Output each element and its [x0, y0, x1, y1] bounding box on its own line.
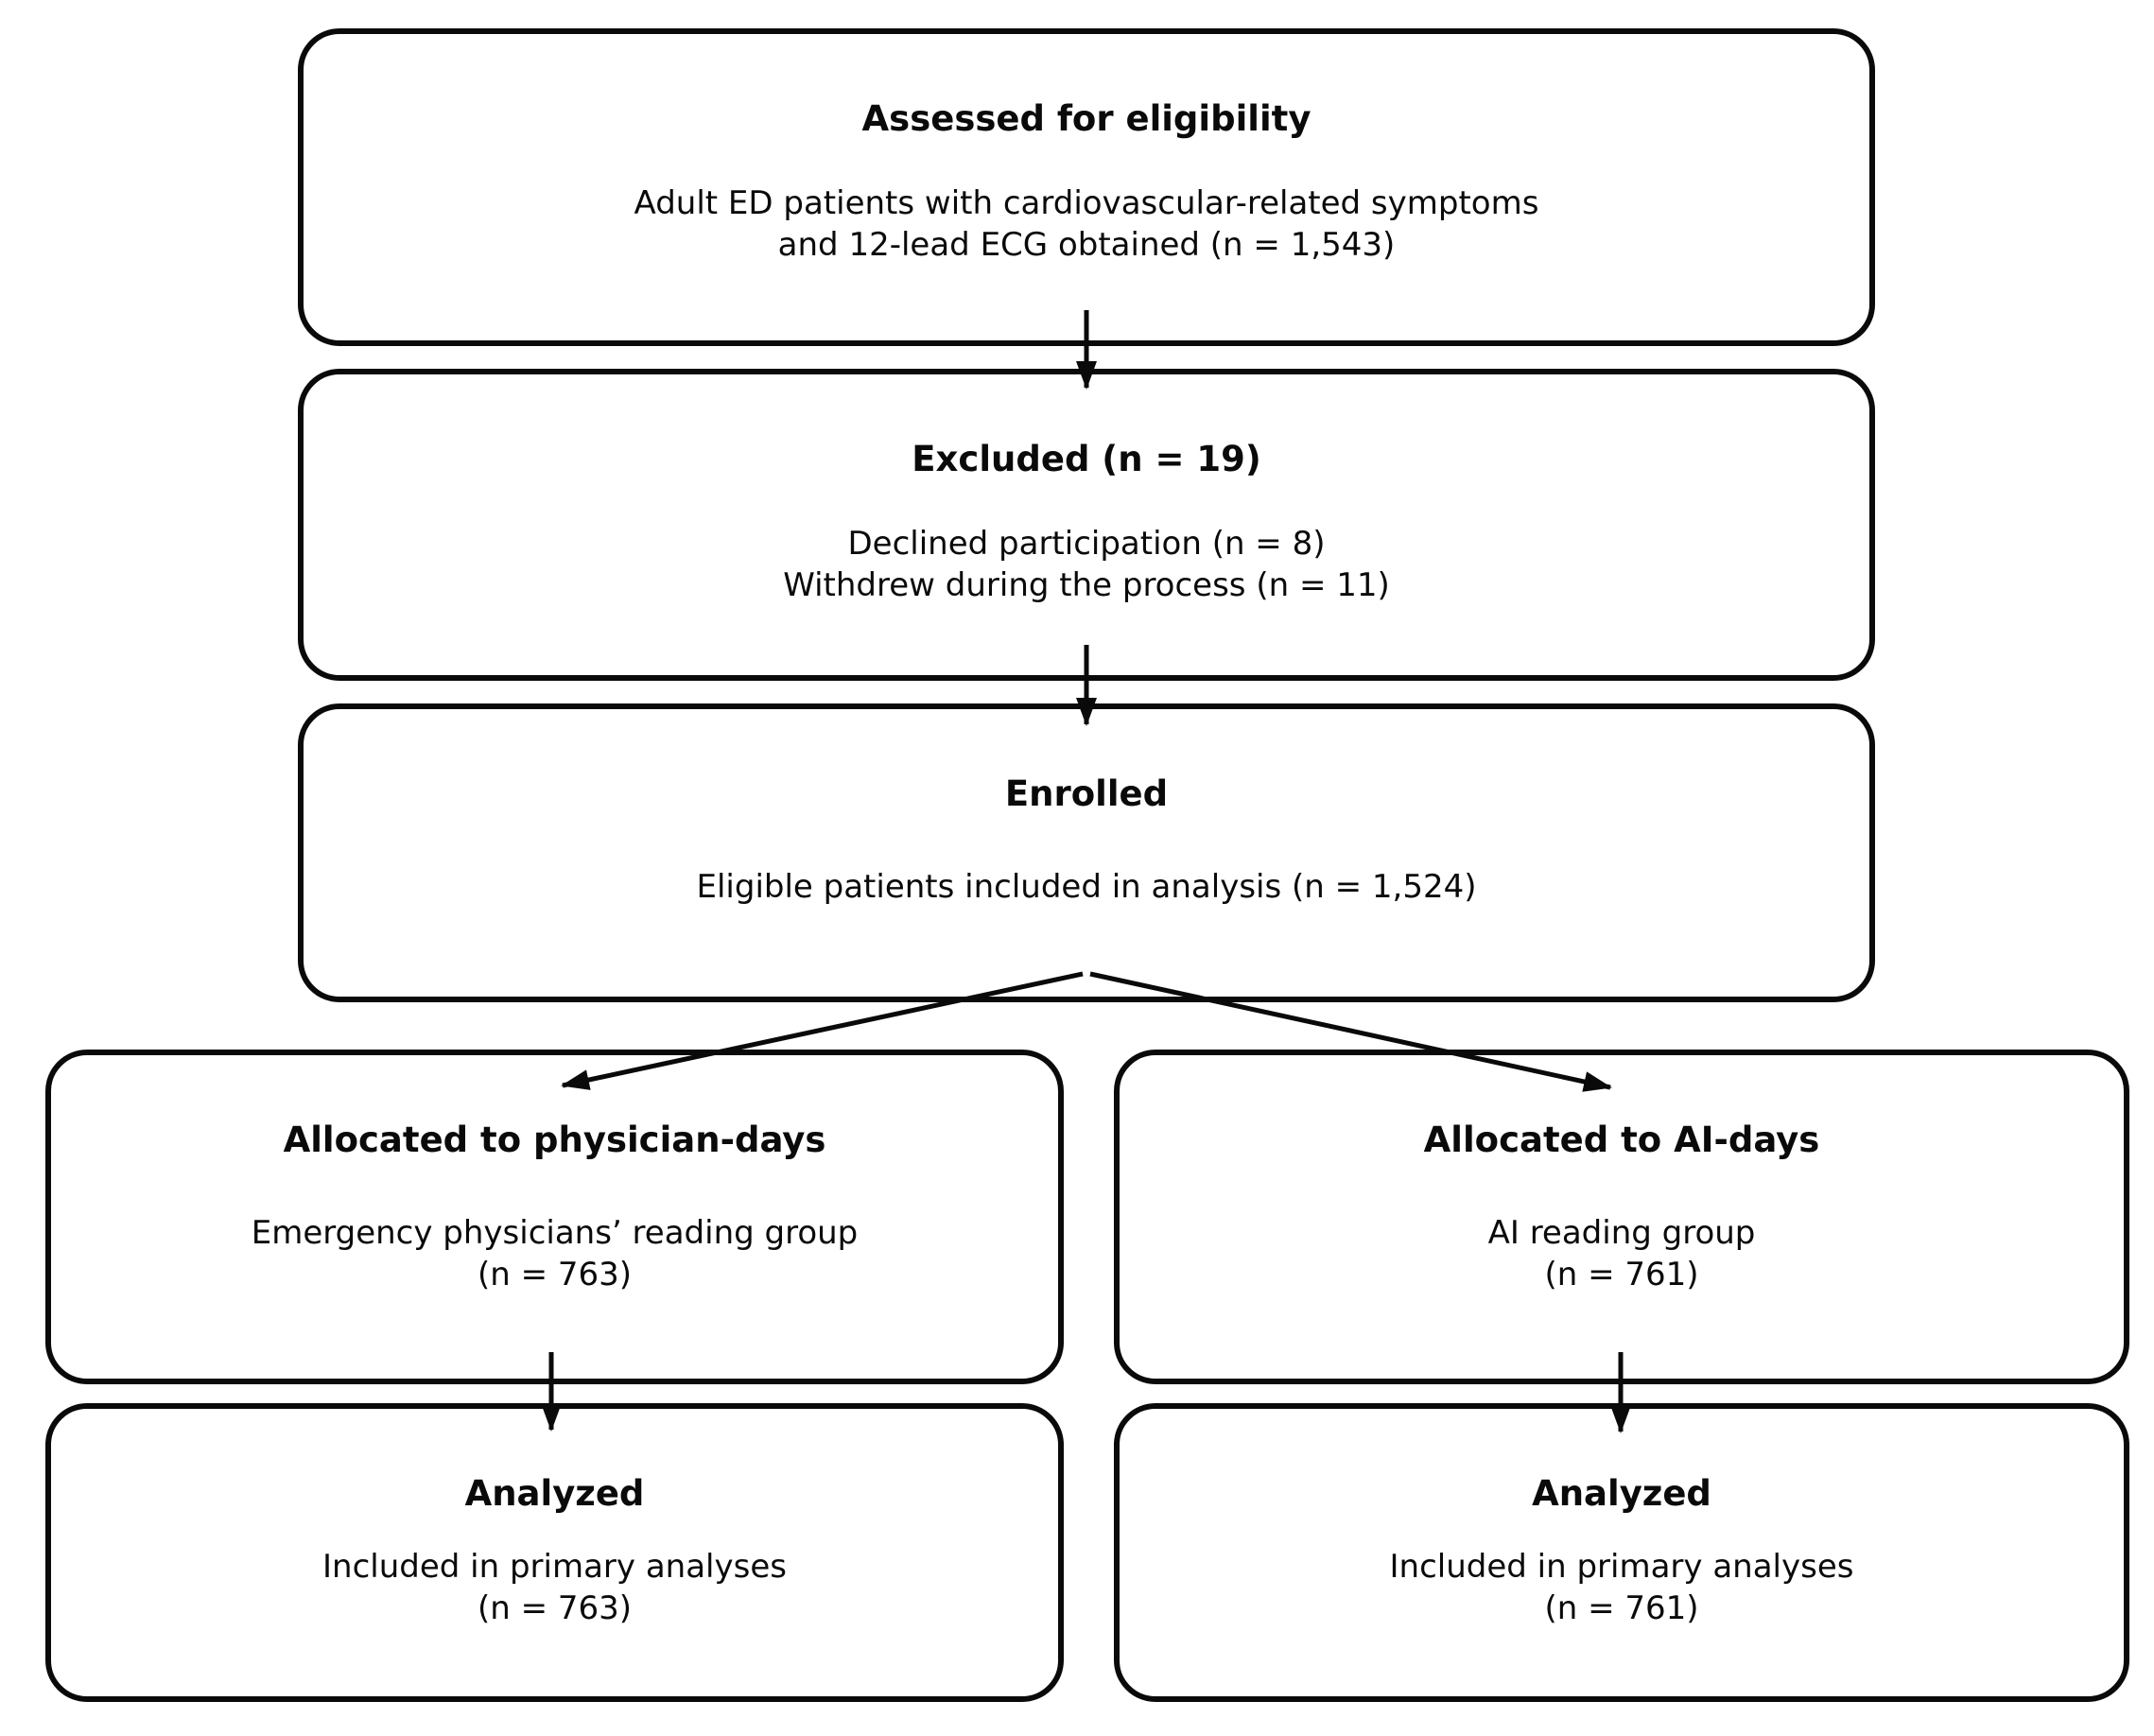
box-title: Assessed for eligibility — [861, 98, 1312, 139]
box-body — [74, 1212, 1035, 1295]
box-enrolled — [298, 703, 1875, 1002]
box-allocated-to-ai-days — [1114, 1050, 2129, 1384]
box-body-line: (n = 761) — [1544, 1589, 1699, 1627]
box-body-line: Emergency physicians’ reading group — [251, 1214, 859, 1252]
box-title: Analyzed — [1532, 1473, 1711, 1514]
box-title: Analyzed — [464, 1473, 645, 1514]
box-title: Enrolled — [1004, 773, 1169, 814]
box-body — [1142, 1212, 2101, 1295]
box-excluded — [298, 369, 1875, 681]
box-body — [74, 1546, 1035, 1629]
box-body-line: (n = 763) — [477, 1256, 633, 1293]
box-assessed-for-eligibility — [298, 28, 1875, 346]
box-body — [1142, 1546, 2101, 1629]
box-body — [326, 523, 1847, 606]
box-body-line: Adult ED patients with cardiovascular-related symptoms — [634, 184, 1539, 222]
box-body-line: Included in primary analyses — [322, 1548, 787, 1586]
box-body-line: AI reading group — [1487, 1214, 1756, 1252]
box-body — [326, 182, 1847, 266]
box-body-line: (n = 763) — [477, 1589, 633, 1627]
box-body-line: Included in primary analyses — [1389, 1548, 1854, 1586]
box-body-line: Declined participation (n = 8) — [847, 525, 1326, 563]
box-analyzed-ai-days — [1114, 1403, 2129, 1702]
box-body-line: Eligible patients included in analysis (n = 1,524) — [696, 868, 1477, 906]
box-title: Allocated to physician-days — [283, 1120, 826, 1160]
box-analyzed-physician-days — [45, 1403, 1064, 1702]
box-body-line: and 12-lead ECG obtained (n = 1,543) — [777, 226, 1396, 264]
box-title: Excluded (n = 19) — [912, 439, 1261, 479]
box-body — [326, 866, 1847, 908]
box-body-line: (n = 761) — [1544, 1256, 1699, 1293]
box-allocated-to-physician-days — [45, 1050, 1064, 1384]
box-body-line: Withdrew during the process (n = 11) — [783, 566, 1390, 604]
box-title: Allocated to AI-days — [1423, 1120, 1820, 1160]
